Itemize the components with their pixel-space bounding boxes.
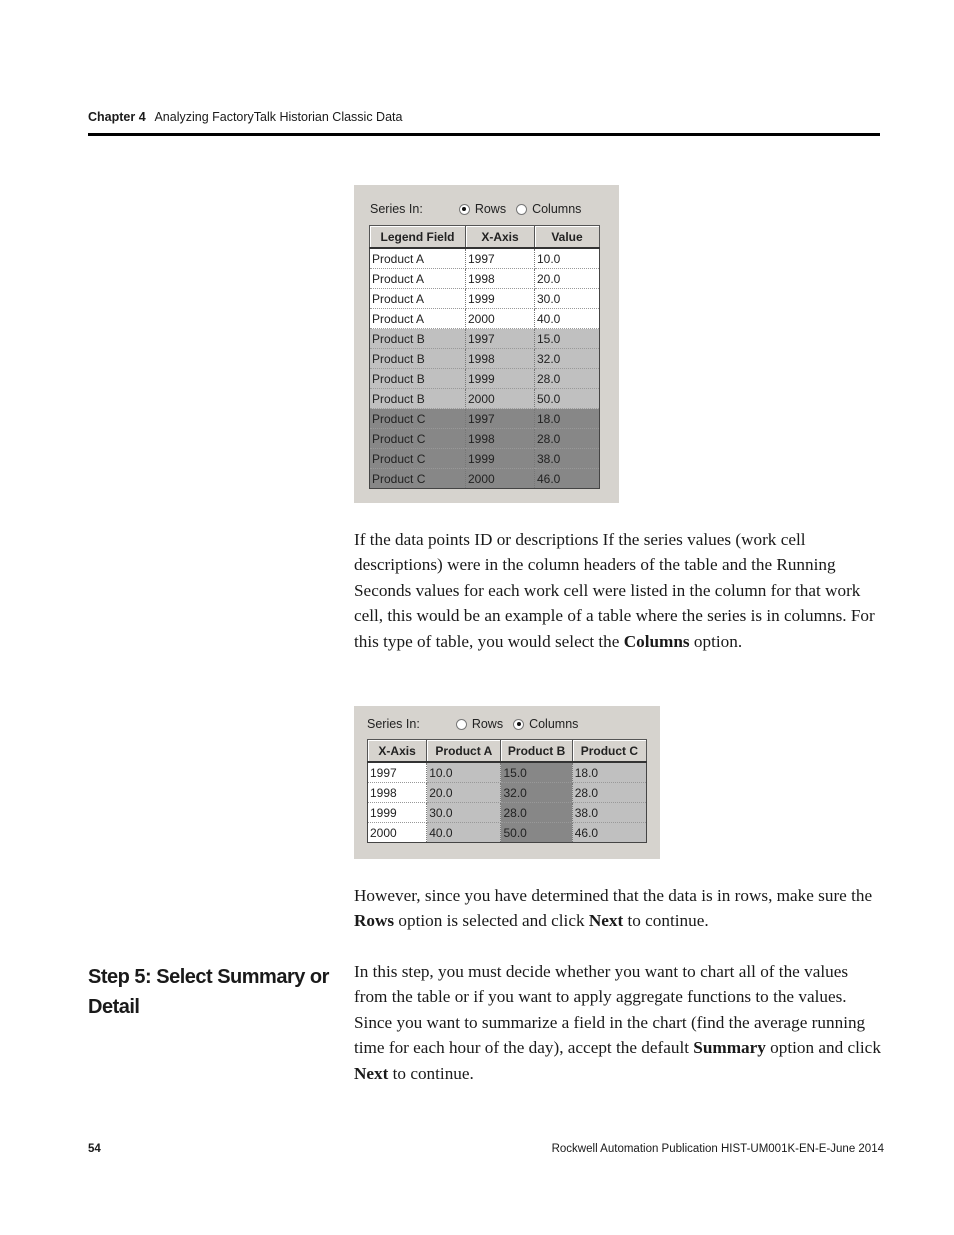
table-cell[interactable]: Product C xyxy=(370,469,466,489)
table-cell[interactable]: 18.0 xyxy=(572,762,646,783)
step-5-heading: Step 5: Select Summary or Detail xyxy=(88,966,329,1018)
chapter-label: Chapter 4 xyxy=(88,110,146,124)
table-row xyxy=(368,803,647,823)
next-keyword-2: Next xyxy=(354,1063,389,1083)
table-row xyxy=(370,389,600,409)
table-cell[interactable]: 40.0 xyxy=(427,823,501,843)
table-row xyxy=(370,329,600,349)
column-header[interactable]: Product B xyxy=(501,740,572,763)
table-cell[interactable]: 1999 xyxy=(368,803,427,823)
columns-explanation-text: If the data points ID or descriptions If the series values (work cell descriptions) were in the column headers of the table and the Running Seconds values for each work cell were listed in the column for that work cell, this would be an example of a table where the series is in columns. For this type of table, you would select the xyxy=(354,530,875,651)
column-header[interactable]: X-Axis xyxy=(368,740,427,763)
columns-explanation-paragraph xyxy=(354,527,884,654)
rows-radio-2[interactable] xyxy=(456,719,467,730)
table-cell[interactable]: Product A xyxy=(370,269,466,289)
column-header[interactable]: Product C xyxy=(572,740,646,763)
table-cell[interactable]: 1998 xyxy=(466,349,535,369)
table-cell[interactable]: 15.0 xyxy=(535,329,600,349)
table-cell[interactable]: 32.0 xyxy=(535,349,600,369)
step-5-paragraph xyxy=(354,959,884,1086)
step-5-text-3: to continue. xyxy=(388,1063,474,1083)
series-in-radio-group-2 xyxy=(367,717,578,731)
table-cell[interactable]: 28.0 xyxy=(501,803,572,823)
columns-option-label[interactable]: Columns xyxy=(532,202,582,216)
table-cell[interactable]: 20.0 xyxy=(427,783,501,803)
table-cell[interactable]: 32.0 xyxy=(501,783,572,803)
rows-radio[interactable] xyxy=(459,204,470,215)
columns-keyword: Columns xyxy=(623,631,690,651)
table-cell[interactable]: 1998 xyxy=(466,429,535,449)
step-5-text-2: option and click xyxy=(765,1038,881,1058)
table-cell[interactable]: 28.0 xyxy=(535,369,600,389)
table-cell[interactable]: 10.0 xyxy=(427,762,501,783)
table-row xyxy=(368,783,647,803)
table-cell[interactable]: Product C xyxy=(370,429,466,449)
table-cell[interactable]: 46.0 xyxy=(572,823,646,843)
series-in-columns-dialog xyxy=(354,706,660,859)
rows-instruction-text-2: option is selected and click xyxy=(394,911,589,931)
rows-option-label[interactable]: Rows xyxy=(474,202,507,216)
table-cell[interactable]: 30.0 xyxy=(427,803,501,823)
table-cell[interactable]: 2000 xyxy=(466,469,535,489)
table-row xyxy=(370,369,600,389)
table-cell[interactable]: 28.0 xyxy=(572,783,646,803)
rows-option-label-2[interactable]: Rows xyxy=(471,717,504,731)
series-in-label-2: Series In: xyxy=(367,717,420,731)
table-cell[interactable]: 46.0 xyxy=(535,469,600,489)
table-cell[interactable]: 18.0 xyxy=(535,409,600,429)
table-row xyxy=(370,429,600,449)
rows-keyword: Rows xyxy=(354,911,395,931)
table-row xyxy=(368,823,647,843)
chapter-title: Analyzing FactoryTalk Historian Classic Data xyxy=(154,110,403,124)
table-cell[interactable]: 1997 xyxy=(368,762,427,783)
table-cell[interactable]: 50.0 xyxy=(501,823,572,843)
table-cell[interactable]: Product A xyxy=(370,248,466,269)
columns-radio[interactable] xyxy=(516,204,527,215)
table-row xyxy=(370,269,600,289)
table-cell[interactable]: 2000 xyxy=(368,823,427,843)
table-row xyxy=(370,349,600,369)
table-cell[interactable]: 20.0 xyxy=(535,269,600,289)
table-row xyxy=(370,409,600,429)
table-cell[interactable]: Product A xyxy=(370,309,466,329)
rows-instruction-text-1: However, since you have determined that the data is in rows, make sure the xyxy=(354,886,873,905)
step-5-text-1: In this step, you must decide whether you want to chart all of the values from the table or if you want to apply aggregate functions to the values. Since you want to summarize a field in the chart (find the average running time for each hour of the day), accept the default xyxy=(354,962,866,1058)
columns-option-label-2[interactable]: Columns xyxy=(529,717,579,731)
table-cell[interactable]: 28.0 xyxy=(535,429,600,449)
summary-keyword: Summary xyxy=(693,1038,766,1058)
column-header[interactable]: X-Axis xyxy=(466,226,535,249)
table-cell[interactable]: 2000 xyxy=(466,389,535,409)
table-cell[interactable]: 38.0 xyxy=(572,803,646,823)
table-cell[interactable]: 1997 xyxy=(466,248,535,269)
series-columns-table xyxy=(367,739,647,843)
column-header[interactable]: Product A xyxy=(427,740,501,763)
table-row xyxy=(370,469,600,489)
series-in-label: Series In: xyxy=(370,202,423,216)
table-cell[interactable]: 15.0 xyxy=(501,762,572,783)
rows-instruction-text-3: to continue. xyxy=(623,911,709,931)
table-cell[interactable]: Product B xyxy=(370,329,466,349)
table-cell[interactable]: Product C xyxy=(370,409,466,429)
table-cell[interactable]: 30.0 xyxy=(535,289,600,309)
next-keyword: Next xyxy=(588,911,624,931)
table-cell[interactable]: 1999 xyxy=(466,449,535,469)
columns-explanation-tail: option. xyxy=(689,631,743,651)
page-number: 54 xyxy=(88,1143,101,1155)
table-cell[interactable]: Product B xyxy=(370,369,466,389)
table-cell[interactable]: 40.0 xyxy=(535,309,600,329)
running-header xyxy=(88,110,880,136)
table-row xyxy=(370,248,600,269)
table-cell[interactable]: 1999 xyxy=(466,289,535,309)
table-row xyxy=(370,309,600,329)
table-cell[interactable]: 10.0 xyxy=(535,248,600,269)
columns-radio-2[interactable] xyxy=(513,719,524,730)
rows-instruction-paragraph xyxy=(354,883,884,934)
column-header[interactable]: Value xyxy=(535,226,600,249)
table-cell[interactable]: Product B xyxy=(370,389,466,409)
table-cell[interactable]: 50.0 xyxy=(535,389,600,409)
series-in-radio-group xyxy=(370,202,581,216)
table-row xyxy=(368,762,647,783)
publication-id: Rockwell Automation Publication HIST-UM001K-EN-E-June 2014 xyxy=(551,1143,884,1155)
table-cell[interactable]: Product A xyxy=(370,289,466,309)
series-in-rows-dialog xyxy=(354,185,619,503)
table-row xyxy=(370,449,600,469)
table-cell[interactable]: 1997 xyxy=(466,329,535,349)
table-cell[interactable]: 38.0 xyxy=(535,449,600,469)
column-header[interactable]: Legend Field xyxy=(370,226,466,249)
table-cell[interactable]: 1997 xyxy=(466,409,535,429)
table-cell[interactable]: Product C xyxy=(370,449,466,469)
table-cell[interactable]: 1998 xyxy=(466,269,535,289)
table-cell[interactable]: 1999 xyxy=(466,369,535,389)
table-row xyxy=(370,289,600,309)
table-cell[interactable]: Product B xyxy=(370,349,466,369)
table-cell[interactable]: 1998 xyxy=(368,783,427,803)
series-rows-table xyxy=(369,225,600,489)
table-cell[interactable]: 2000 xyxy=(466,309,535,329)
